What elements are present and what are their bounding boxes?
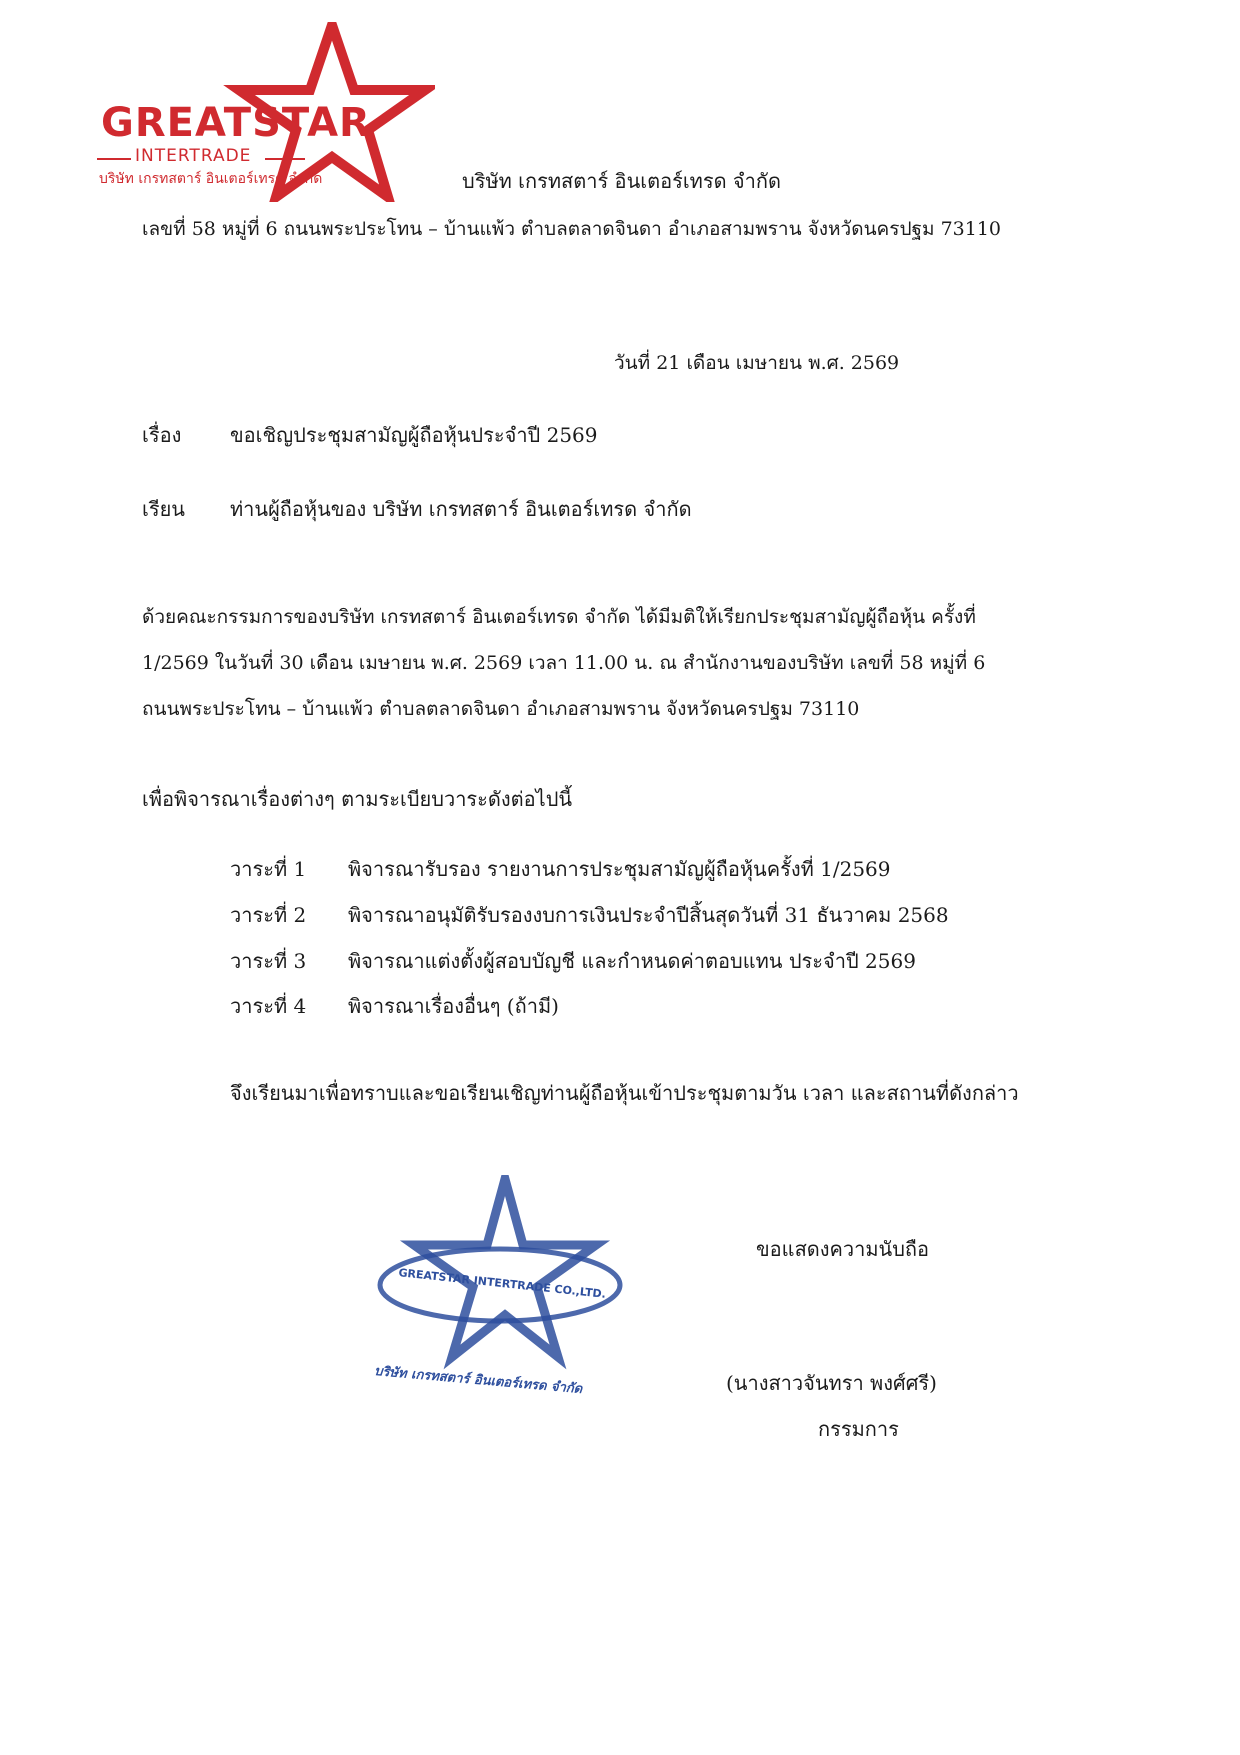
body-line-1: ด้วยคณะกรรมการของบริษัท เกรทสตาร์ อินเตอร์เทรด จำกัด ได้มีมติให้เรียกประชุมสามัญผู้ถือหุ้น ครั้งที่ (142, 606, 976, 628)
agenda-item-2-label: วาระที่ 2 (230, 903, 307, 927)
logo-rule-right (265, 158, 305, 160)
body-line-2: 1/2569 ในวันที่ 30 เดือน เมษายน พ.ศ. 2569 เวลา 11.00 น. ณ สำนักงานของบริษัท เลขที่ 58 หมู่ที่ 6 (142, 652, 986, 674)
signer-title: กรรมการ (818, 1417, 899, 1441)
agenda-item-1-text: พิจารณารับรอง รายงานการประชุมสามัญผู้ถือหุ้นครั้งที่ 1/2569 (348, 857, 891, 881)
closing-line: จึงเรียนมาเพื่อทราบและขอเรียนเชิญท่านผู้ถือหุ้นเข้าประชุมตามวัน เวลา และสถานที่ดังกล่าว (230, 1081, 1019, 1105)
to-label: เรียน (142, 497, 185, 521)
agenda-item-4-text: พิจารณาเรื่องอื่นๆ (ถ้ามี) (348, 994, 559, 1018)
letter-date: วันที่ 21 เดือน เมษายน พ.ศ. 2569 (614, 352, 900, 374)
company-logo (95, 22, 435, 202)
agenda-intro: เพื่อพิจารณาเรื่องต่างๆ ตามระเบียบวาระดังต่อไปนี้ (142, 787, 573, 811)
stamp-text-th: บริษัท เกรทสตาร์ อินเตอร์เทรด จำกัด (373, 1363, 583, 1398)
logo-thai-text: บริษัท เกรทสตาร์ อินเตอร์เทรด จำกัด (99, 171, 323, 187)
agenda-item-4-label: วาระที่ 4 (230, 994, 307, 1018)
subject-label: เรื่อง (142, 423, 182, 447)
logo-brand-text: GREATSTAR (101, 100, 371, 146)
agenda-item-3-text: พิจารณาแต่งตั้งผู้สอบบัญชี และกำหนดค่าตอบแทน ประจำปี 2569 (348, 949, 916, 973)
stamp-text-en: GREATSTAR INTERTRADE CO.,LTD. (397, 1266, 607, 1301)
to-text: ท่านผู้ถือหุ้นของ บริษัท เกรทสตาร์ อินเตอร์เทรด จำกัด (230, 497, 692, 521)
logo-rule-left (97, 158, 131, 160)
agenda-item-3-label: วาระที่ 3 (230, 949, 307, 973)
company-address: เลขที่ 58 หมู่ที่ 6 ถนนพระประโทน – บ้านแพ้ว ตำบลตลาดจินดา อำเภอสามพราน จังหวัดนครปฐม 73110 (142, 218, 1002, 240)
company-stamp (370, 1175, 630, 1415)
agenda-item-1-label: วาระที่ 1 (230, 857, 307, 881)
body-line-3: ถนนพระประโทน – บ้านแพ้ว ตำบลตลาดจินดา อำเภอสามพราน จังหวัดนครปฐม 73110 (142, 698, 860, 720)
logo-sub-text: INTERTRADE (135, 146, 252, 166)
company-name: บริษัท เกรทสตาร์ อินเตอร์เทรด จำกัด (462, 169, 781, 193)
agenda-item-2-text: พิจารณาอนุมัติรับรองงบการเงินประจำปีสิ้นสุดวันที่ 31 ธันวาคม 2568 (348, 903, 949, 927)
signoff: ขอแสดงความนับถือ (756, 1237, 930, 1261)
subject-text: ขอเชิญประชุมสามัญผู้ถือหุ้นประจำปี 2569 (230, 423, 598, 447)
signer-name: (นางสาวจันทรา พงศ์ศรี) (726, 1371, 937, 1395)
